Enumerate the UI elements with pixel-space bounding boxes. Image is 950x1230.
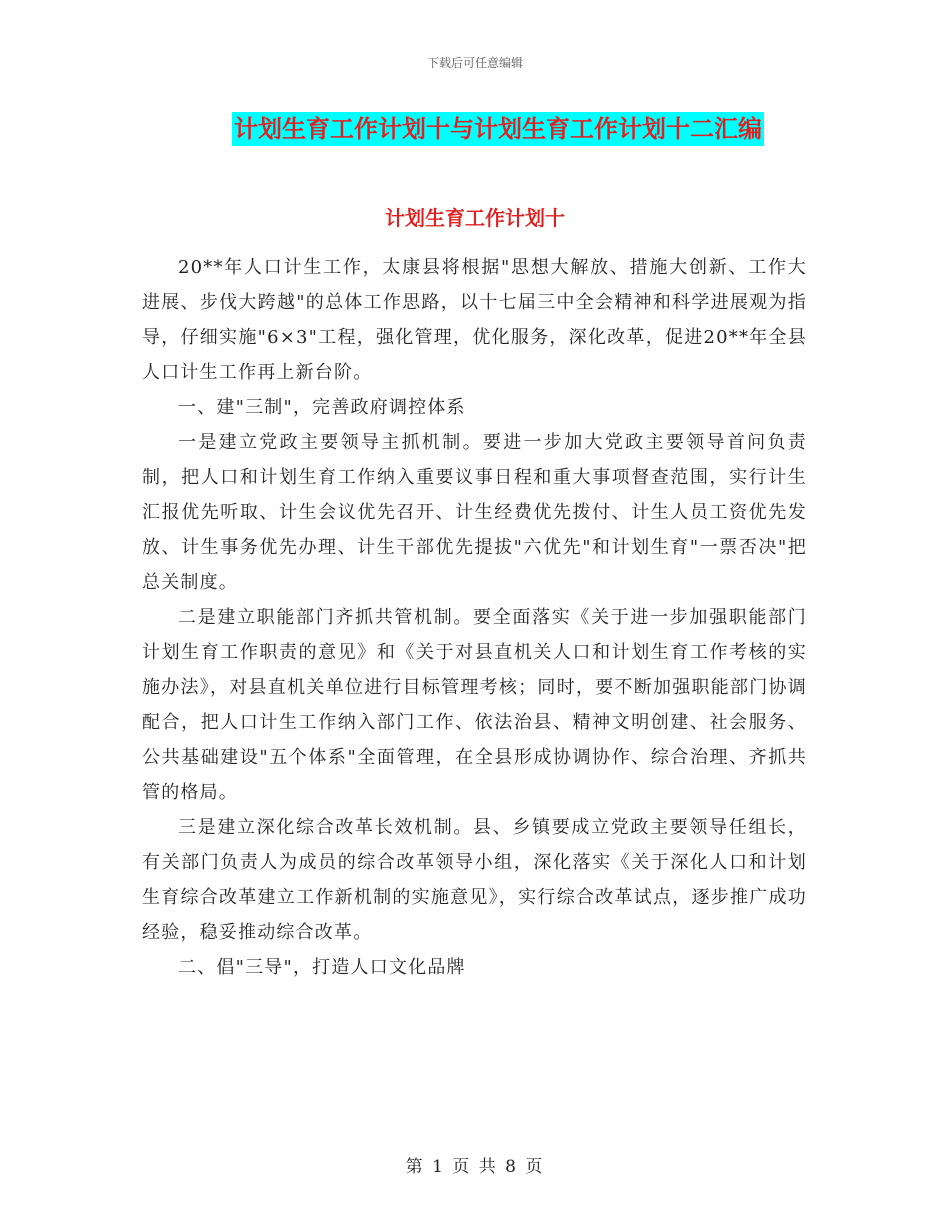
main-title: 计划生育工作计划十与计划生育工作计划十二汇编 — [232, 112, 764, 146]
paragraph-item-1: 一是建立党政主要领导主抓机制。要进一步加大党政主要领导首问负责制，把人口和计划生育工作纳入重要议事日程和重大事项督查范围，实行计生汇报优先听取、计生会议优先召开、计生经费优先拨付、计生人员工资优先发放、计生事务优先办理、计生干部优先提拔"六优先"和计划生育"一票否决"把总关制度。 — [142, 432, 807, 593]
section-title: 计划生育工作计划十 — [385, 206, 565, 230]
main-title-container — [0, 112, 950, 146]
body-text — [142, 250, 807, 985]
header-note: 下载后可任意编辑 — [426, 56, 523, 70]
paragraph-item-3: 三是建立深化综合改革长效机制。县、乡镇要成立党政主要领导任组长，有关部门负责人为成员的综合改革领导小组，深化落实《关于深化人口和计划生育综合改革建立工作新机制的实施意见》，实行综合改革试点，逐步推广成功经验，稳妥推动综合改革。 — [142, 817, 807, 943]
paragraph-intro: 20**年人口计生工作，太康县将根据"思想大解放、措施大创新、工作大进展、步伐大跨越"的总体工作思路，以十七届三中全会精神和科学进展观为指导，仔细实施"6×3"工程，强化管理，优化服务，深化改革，促进20**年全县人口计生工作再上新台阶。 — [142, 257, 807, 383]
paragraph-item-2: 二是建立职能部门齐抓共管机制。要全面落实《关于进一步加强职能部门计划生育工作职责的意见》和《关于对县直机关人口和计划生育工作考核的实施办法》，对县直机关单位进行目标管理考核；同时，要不断加强职能部门协调配合，把人口计生工作纳入部门工作、依法治县、精神文明创建、社会服务、公共基础建设"五个体系"全面管理，在全县形成协调协作、综合治理、齐抓共管的格局。 — [142, 607, 807, 803]
paragraph-heading-2: 二、倡"三导"，打造人口文化品牌 — [178, 957, 466, 978]
paragraph-heading-1: 一、建"三制"，完善政府调控体系 — [178, 397, 466, 418]
page-footer: 第 1 页 共 8 页 — [405, 1157, 545, 1177]
